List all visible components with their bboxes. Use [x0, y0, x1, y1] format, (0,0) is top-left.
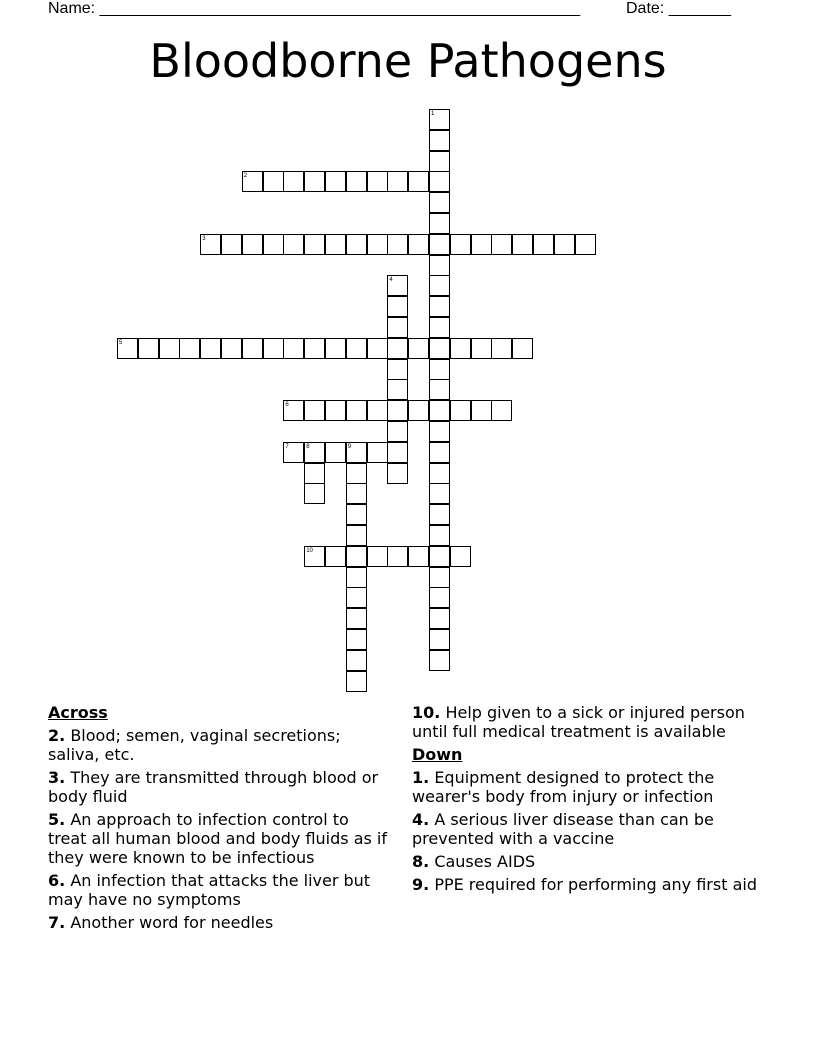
grid-cell[interactable] [242, 338, 263, 359]
grid-cell[interactable] [346, 587, 367, 608]
grid-cell[interactable] [429, 171, 450, 192]
clue-number: 5. [48, 810, 66, 829]
grid-cell[interactable] [408, 234, 429, 255]
down-clue [412, 768, 757, 806]
grid-cell[interactable] [471, 338, 492, 359]
clue-number: 3. [48, 768, 66, 787]
across-clue-list-continued [412, 703, 757, 741]
grid-cell[interactable] [325, 171, 346, 192]
grid-cell[interactable] [346, 463, 367, 484]
grid-cell[interactable] [346, 171, 367, 192]
across-clue [48, 871, 388, 909]
clue-number: 7. [48, 913, 66, 932]
grid-cell[interactable] [408, 338, 429, 359]
grid-cell[interactable] [200, 338, 221, 359]
grid-cell[interactable] [408, 400, 429, 421]
grid-cell[interactable] [367, 234, 388, 255]
down-clue [412, 810, 757, 848]
clue-number-4: 4 [389, 277, 393, 284]
grid-cell[interactable] [491, 400, 512, 421]
grid-cell[interactable] [429, 192, 450, 213]
grid-cell[interactable] [346, 338, 367, 359]
grid-cell[interactable] [263, 338, 284, 359]
across-clue [48, 726, 388, 764]
grid-cell[interactable] [450, 338, 471, 359]
grid-cell[interactable] [117, 338, 138, 359]
grid-cell[interactable] [346, 546, 367, 567]
grid-cell[interactable] [346, 525, 367, 546]
grid-cell[interactable] [429, 608, 450, 629]
grid-cell[interactable] [283, 442, 304, 463]
grid-cell[interactable] [367, 546, 388, 567]
clue-number-2: 2 [243, 173, 248, 180]
grid-cell[interactable] [429, 463, 450, 484]
grid-cell[interactable] [429, 379, 450, 400]
grid-cell[interactable] [429, 130, 450, 151]
grid-cell[interactable] [346, 400, 367, 421]
grid-cell[interactable] [387, 317, 408, 338]
grid-cell[interactable] [575, 234, 596, 255]
grid-cell[interactable] [221, 234, 242, 255]
clue-text: Blood; semen, vaginal secretions; saliva, etc. [48, 726, 341, 764]
grid-cell[interactable] [429, 213, 450, 234]
grid-cell[interactable] [346, 567, 367, 588]
grid-cell[interactable] [429, 421, 450, 442]
grid-cell[interactable] [387, 400, 408, 421]
across-heading: Across [48, 703, 108, 722]
grid-cell[interactable] [429, 151, 450, 172]
across-clue [48, 768, 388, 806]
grid-cell[interactable] [429, 442, 450, 463]
grid-cell[interactable] [387, 546, 408, 567]
clue-number: 6. [48, 871, 66, 890]
grid-cell[interactable] [200, 234, 221, 255]
name-line[interactable]: Name: ______________________________________________________ [48, 0, 581, 17]
grid-cell[interactable] [346, 629, 367, 650]
clue-text: Causes AIDS [434, 852, 536, 871]
grid-cell[interactable] [304, 234, 325, 255]
grid-cell[interactable] [491, 234, 512, 255]
across-clue [48, 913, 388, 932]
grid-cell[interactable] [387, 296, 408, 317]
grid-cell[interactable] [367, 338, 388, 359]
grid-cell[interactable] [346, 608, 367, 629]
grid-cell[interactable] [346, 650, 367, 671]
grid-cell[interactable] [408, 546, 429, 567]
date-line[interactable]: Date: _______ [626, 0, 731, 17]
grid-cell[interactable] [408, 171, 429, 192]
grid-cell[interactable] [221, 338, 242, 359]
grid-cell[interactable] [346, 442, 367, 463]
grid-cell[interactable] [325, 234, 346, 255]
across-clue [412, 703, 757, 741]
grid-cell[interactable] [387, 421, 408, 442]
grid-cell[interactable] [346, 504, 367, 525]
grid-cell[interactable] [283, 234, 304, 255]
grid-cell[interactable] [283, 400, 304, 421]
clue-text: Equipment designed to protect the wearer's body from injury or infection [412, 768, 715, 806]
clue-text: Help given to a sick or injured person until full medical treatment is available [412, 703, 745, 741]
clues-column-left [48, 703, 388, 936]
grid-cell[interactable] [304, 546, 325, 567]
grid-cell[interactable] [325, 400, 346, 421]
clue-number: 10. [412, 703, 441, 722]
grid-cell[interactable] [429, 296, 450, 317]
clue-number-3: 3 [202, 235, 206, 242]
grid-cell[interactable] [471, 400, 492, 421]
grid-cell[interactable] [263, 171, 284, 192]
grid-cell[interactable] [325, 338, 346, 359]
grid-cell[interactable] [304, 463, 325, 484]
grid-cell[interactable] [387, 338, 408, 359]
grid-cell[interactable] [429, 567, 450, 588]
clue-number-10: 10 [306, 547, 313, 554]
grid-cell[interactable] [346, 671, 367, 692]
grid-cell[interactable] [429, 338, 450, 359]
grid-cell[interactable] [450, 400, 471, 421]
clue-number-7: 7 [285, 443, 289, 450]
grid-cell[interactable] [283, 171, 304, 192]
grid-cell[interactable] [304, 171, 325, 192]
clue-text: Another word for needles [70, 913, 274, 932]
grid-cell[interactable] [179, 338, 200, 359]
clue-number: 2. [48, 726, 66, 745]
clue-text: An approach to infection control to treat all human blood and body fluids as if they were known to be infectious [48, 810, 387, 867]
grid-cell[interactable] [533, 234, 554, 255]
grid-cell[interactable] [283, 338, 304, 359]
grid-cell[interactable] [263, 234, 284, 255]
grid-cell[interactable] [242, 171, 263, 192]
grid-cell[interactable] [387, 275, 408, 296]
grid-cell[interactable] [387, 442, 408, 463]
clues-column-right [412, 703, 757, 898]
clue-number-6: 6 [285, 402, 289, 409]
grid-cell[interactable] [450, 234, 471, 255]
grid-cell[interactable] [367, 171, 388, 192]
clue-number: 9. [412, 875, 430, 894]
down-clue-list [412, 768, 757, 894]
across-clue-list [48, 726, 388, 932]
page-title: Bloodborne Pathogens [149, 34, 667, 88]
grid-cell[interactable] [429, 504, 450, 525]
grid-cell[interactable] [429, 255, 450, 276]
down-clue [412, 875, 757, 894]
grid-cell[interactable] [387, 171, 408, 192]
grid-cell[interactable] [387, 379, 408, 400]
grid-cell[interactable] [429, 234, 450, 255]
clue-number-5: 5 [119, 339, 123, 346]
grid-cell[interactable] [429, 317, 450, 338]
down-heading: Down [412, 745, 463, 764]
grid-cell[interactable] [429, 525, 450, 546]
grid-cell[interactable] [450, 546, 471, 567]
clue-number-9: 9 [347, 443, 352, 450]
grid-cell[interactable] [138, 338, 159, 359]
clue-text: An infection that attacks the liver but may have no symptoms [48, 871, 371, 909]
grid-cell[interactable] [159, 338, 180, 359]
grid-cell[interactable] [512, 234, 533, 255]
clue-number: 4. [412, 810, 430, 829]
clue-number: 1. [412, 768, 430, 787]
across-clue [48, 810, 388, 867]
grid-cell[interactable] [325, 546, 346, 567]
grid-cell[interactable] [471, 234, 492, 255]
grid-cell[interactable] [346, 234, 367, 255]
grid-cell[interactable] [387, 359, 408, 380]
grid-cell[interactable] [346, 483, 367, 504]
clue-text: PPE required for performing any first aid [434, 875, 757, 894]
clue-number: 8. [412, 852, 430, 871]
grid-cell[interactable] [429, 650, 450, 671]
grid-cell[interactable] [429, 546, 450, 567]
grid-cell[interactable] [325, 442, 346, 463]
grid-cell[interactable] [429, 400, 450, 421]
grid-cell[interactable] [554, 234, 575, 255]
grid-cell[interactable] [429, 359, 450, 380]
clue-number-1: 1 [431, 111, 435, 117]
grid-cell[interactable] [387, 234, 408, 255]
clue-text: They are transmitted through blood or body fluid [48, 768, 379, 806]
grid-cell[interactable] [491, 338, 512, 359]
down-clue [412, 852, 757, 871]
grid-cell[interactable] [304, 442, 325, 463]
grid-cell[interactable] [429, 275, 450, 296]
grid-cell[interactable] [367, 400, 388, 421]
clue-number-8: 8 [306, 443, 310, 450]
grid-cell[interactable] [304, 400, 325, 421]
grid-cell[interactable] [242, 234, 263, 255]
grid-cell[interactable] [512, 338, 533, 359]
grid-cell[interactable] [429, 587, 450, 608]
grid-cell[interactable] [429, 483, 450, 504]
grid-cell[interactable] [429, 109, 450, 130]
clue-text: A serious liver disease than can be prevented with a vaccine [412, 810, 714, 848]
grid-cell[interactable] [429, 629, 450, 650]
grid-cell[interactable] [304, 483, 325, 504]
grid-cell[interactable] [304, 338, 325, 359]
grid-cell[interactable] [387, 463, 408, 484]
grid-cell[interactable] [367, 442, 388, 463]
